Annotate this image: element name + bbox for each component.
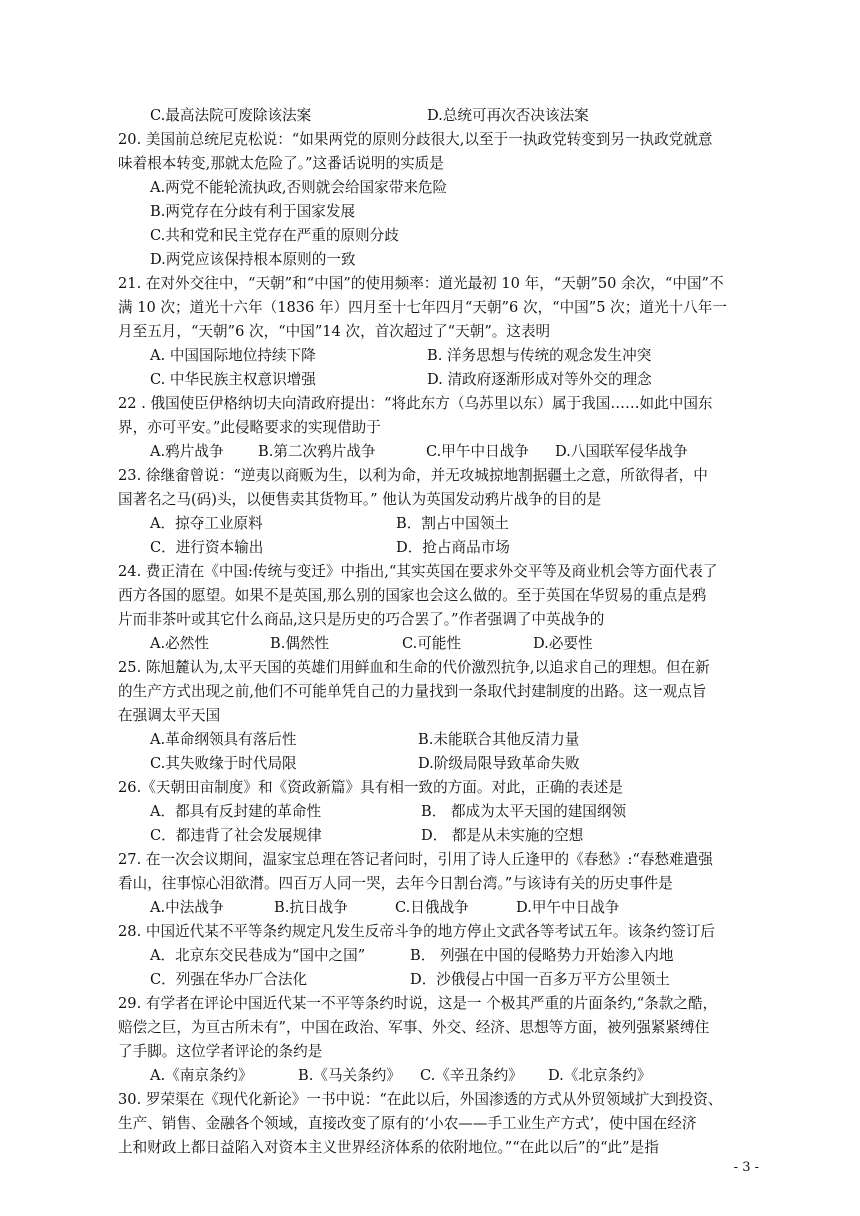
q25-option-d: D.阶级局限导致革命失败 bbox=[418, 755, 580, 772]
q23-option-d: D．抢占商品市场 bbox=[396, 539, 510, 556]
q26-option-a: A．都具有反封建的革命性 bbox=[150, 803, 322, 820]
q25-option-b: B.未能联合其他反清力量 bbox=[418, 731, 580, 748]
q29-stem-line: 赔偿之巨，为亘古所未有”，中国在政治、军事、外交、经济、思想等方面，被列强紧紧缚住 bbox=[118, 1019, 710, 1036]
q24-stem-line: 24. 费正清在《中国:传统与变迁》中指出,“其实英国在要求外交平等及商业机会等方面代表了 bbox=[118, 563, 718, 580]
q28-option-a: A．北京东交民巷成为“国中之国” bbox=[150, 947, 366, 964]
q29-option-c: C.《辛丑条约》 bbox=[420, 1067, 523, 1084]
q23-option-b: B．割占中国领土 bbox=[396, 515, 509, 532]
q29-stem-line: 了手脚。这位学者评论的条约是 bbox=[118, 1043, 323, 1060]
q30-stem-line: 生产、销售、金融各个领域，直接改变了原有的‘小农——手工业生产方式’，使中国在经济 bbox=[118, 1115, 697, 1132]
q20-option-d: D.两党应该保持根本原则的一致 bbox=[150, 251, 356, 268]
q24-stem-line: 片而非茶叶或其它什么商品,这只是历史的巧合罢了。”作者强调了中英战争的 bbox=[118, 611, 605, 628]
q19-option-c: C.最高法院可废除该法案 bbox=[150, 107, 312, 124]
q21-option-b: B. 洋务思想与传统的观念发生冲突 bbox=[427, 347, 652, 364]
q28-option-c: C．列强在华办厂合法化 bbox=[150, 971, 308, 988]
q29-stem-line: 29. 有学者在评论中国近代某一不平等条约时说，这是一 个极其严重的片面条约,“条款之酷， bbox=[118, 995, 718, 1012]
q28-option-d: D．沙俄侵占中国一百多万平方公里领土 bbox=[410, 971, 670, 988]
q23-option-c: C．进行资本输出 bbox=[150, 539, 264, 556]
q26-option-c: C．都违背了社会发展规律 bbox=[150, 827, 322, 844]
q22-option-a: A.鸦片战争 bbox=[150, 443, 224, 460]
q25-option-c: C.其失败缘于时代局限 bbox=[150, 755, 297, 772]
q21-stem-line: 月至五月，“天朝”6 次，“中国”14 次，首次超过了“天朝”。这表明 bbox=[118, 323, 551, 340]
q24-option-d: D.必要性 bbox=[533, 635, 593, 652]
q21-option-a: A. 中国国际地位持续下降 bbox=[150, 347, 316, 364]
page-number: - 3 - bbox=[733, 1160, 759, 1175]
q22-option-c: C.甲午中日战争 bbox=[426, 443, 529, 460]
q30-stem-line: 30. 罗荣渠在《现代化新论》一书中说：“在此以后，外国渗透的方式从外贸领域扩大到投资、 bbox=[118, 1091, 723, 1108]
q25-stem-line: 25. 陈旭麓认为,太平天国的英雄们用鲜血和生命的代价激烈抗争,以追求自己的理想。但在新 bbox=[118, 659, 710, 676]
q23-option-a: A．掠夺工业原料 bbox=[150, 515, 263, 532]
q22-option-d: D.八国联军侵华战争 bbox=[555, 443, 688, 460]
q21-option-c: C. 中华民族主权意识增强 bbox=[150, 371, 316, 388]
q24-option-c: C.可能性 bbox=[402, 635, 462, 652]
q21-option-d: D. 清政府逐渐形成对等外交的理念 bbox=[427, 371, 652, 388]
q27-option-b: B.抗日战争 bbox=[274, 899, 348, 916]
q29-option-a: A.《南京条约》 bbox=[150, 1067, 253, 1084]
q25-stem-line: 在强调太平天国 bbox=[118, 707, 221, 724]
q22-stem-line: 22 . 俄国使臣伊格纳切夫向清政府提出：“将此东方（乌苏里以东）属于我国……如此中国东 bbox=[118, 395, 713, 412]
q21-stem-line: 21. 在对外交往中，“天朝”和“中国”的使用频率：道光最初 10 年，“天朝”50 余次，“中国”不 bbox=[118, 275, 724, 292]
q22-option-b: B.第二次鸦片战争 bbox=[258, 443, 376, 460]
q22-stem-line: 界，亦可平安。”此侵略要求的实现借助于 bbox=[118, 419, 381, 436]
q30-stem-line: 上和财政上都日益陷入对资本主义世界经济体系的依附地位。”“在此以后”的“此”是指 bbox=[118, 1139, 659, 1156]
q27-option-c: C.日俄战争 bbox=[395, 899, 469, 916]
q29-option-b: B.《马关条约》 bbox=[298, 1067, 401, 1084]
q24-stem-line: 西方各国的愿望。如果不是英国,那么别的国家也会这么做的。至于英国在华贸易的重点是鸦 bbox=[118, 587, 707, 604]
q20-stem-line: 20. 美国前总统尼克松说：“如果两党的原则分歧很大,以至于一执政党转变到另一执政党就意 bbox=[118, 131, 713, 148]
q19-option-d: D.总统可再次否决该法案 bbox=[427, 107, 589, 124]
q25-option-a: A.革命纲领具有落后性 bbox=[150, 731, 297, 748]
q20-option-b: B.两党存在分歧有利于国家发展 bbox=[150, 203, 356, 220]
q27-stem-line: 看山，往事惊心泪欲潸。四百万人同一哭，去年今日割台湾。”与该诗有关的历史事件是 bbox=[118, 875, 673, 892]
q26-stem-line: 26.《天朝田亩制度》和《资政新篇》具有相一致的方面。对此，正确的表述是 bbox=[118, 779, 623, 796]
q29-option-d: D.《北京条约》 bbox=[548, 1067, 652, 1084]
q24-option-a: A.必然性 bbox=[150, 635, 209, 652]
q27-stem-line: 27. 在一次会议期间，温家宝总理在答记者问时，引用了诗人丘逢甲的《春愁》:“春愁难遣强 bbox=[118, 851, 713, 868]
q23-stem-line: 23. 徐继畲曾说：“逆夷以商贩为生，以利为命，并无攻城掠地割据疆土之意，所欲得者，中 bbox=[118, 467, 708, 484]
q20-option-a: A.两党不能轮流执政,否则就会给国家带来危险 bbox=[150, 179, 448, 196]
q21-stem-line: 满 10 次；道光十六年（1836 年）四月至十七年四月“天朝”6 次，“中国”5 次；道光十八年一 bbox=[118, 299, 727, 316]
q20-stem-line: 味着根本转变,那就太危险了。”这番话说明的实质是 bbox=[118, 155, 444, 172]
q28-stem-line: 28. 中国近代某不平等条约规定凡发生反帝斗争的地方停止文武各等考试五年。该条约签订后 bbox=[118, 923, 716, 940]
q28-option-b: B． 列强在中国的侵略势力开始渗入内地 bbox=[410, 947, 674, 964]
q23-stem-line: 国著名之马(码)头，以便售卖其货物耳。” 他认为英国发动鸦片战争的目的是 bbox=[118, 491, 602, 508]
q26-option-b: B． 都成为太平天国的建国纲领 bbox=[421, 803, 627, 820]
q20-option-c: C.共和党和民主党存在严重的原则分歧 bbox=[150, 227, 399, 244]
q25-stem-line: 的生产方式出现之前,他们不可能单凭自己的力量找到一条取代封建制度的出路。这一观点旨 bbox=[118, 683, 707, 700]
q27-option-d: D.甲午中日战争 bbox=[516, 899, 620, 916]
q24-option-b: B.偶然性 bbox=[270, 635, 330, 652]
q27-option-a: A.中法战争 bbox=[150, 899, 224, 916]
q26-option-d: D． 都是从未实施的空想 bbox=[421, 827, 584, 844]
